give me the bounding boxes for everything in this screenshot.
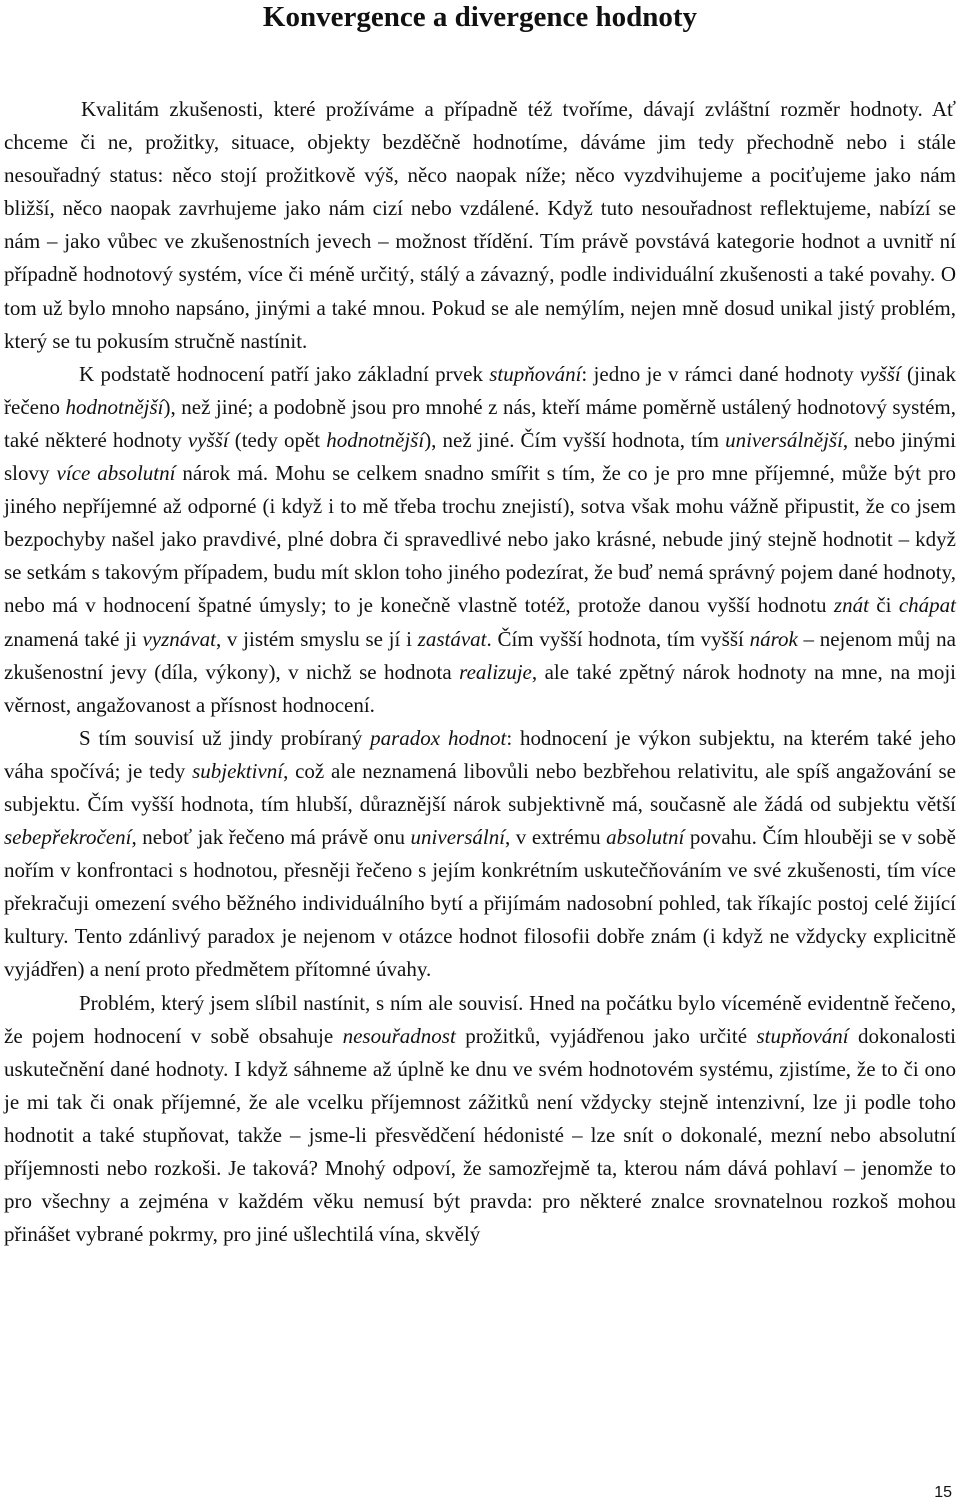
text-run: , v extrému: [505, 825, 607, 850]
text-run: či: [868, 593, 899, 618]
italic-phrase: paradox hodnot: [370, 725, 507, 750]
italic-phrase: universální: [410, 825, 506, 850]
italic-phrase: stupňování: [756, 1023, 849, 1048]
text-run: K podstatě hodnocení patří jako základní prvek: [79, 361, 490, 386]
text-run: : jedno je v rámci dané hodnoty: [581, 361, 860, 386]
italic-phrase: vyšší: [187, 427, 229, 452]
italic-phrase: absolutní: [606, 825, 685, 850]
italic-phrase: sebepřekročení: [4, 825, 132, 850]
text-run: znamená také ji: [4, 626, 143, 651]
page-title: Konvergence a divergence hodnoty: [262, 1, 698, 33]
text-run: prožitků, vyjádřenou jako určité: [455, 1023, 757, 1048]
text-run: , nebo jinými slovy: [4, 427, 956, 486]
text-run: , ale také zpětný nárok hodnoty na mne, na moji věrnost, angažovanost a přísnost hodnocení.: [4, 659, 956, 717]
italic-phrase: stupňování: [489, 361, 582, 386]
text-run: nárok má. Mohu se celkem snadno smířit s tím, že co je pro mne příjemné, může být pro jiného nepříjemné až odporné (i když i to mě třeba trochu znejistí), sotva však mohu vážně připustit, že co jsem bezpochyby našel jako pravdivé, plné dobra či spravedlivé nebo jako krásné, nebude jiný stejně hodnotit – když se setkám s takovým případem, budu mít sklon toho jiného podezírat, že buď nemá správný pojem dané hodnoty, nebo má v hodnocení špatné úmysly; to je konečně vlastně totéž, protože danou vyšší hodnotu: [4, 461, 956, 618]
text-run: , což ale neznamená libovůli nebo bezbřehou relativitu, ale spíš angažování se subjektu. Čím vyšší hodnota, tím hlubší, důraznější nárok subjektivně má, současně ale žádá od subjektu větší: [4, 758, 956, 816]
text-run: povahu. Čím hlouběji se v sobě nořím v konfrontaci s hodnotou, přesněji řečeno s jejím konkrétním uskutečňováním ve své zkušenosti, tím více překračuji omezení svého běžného individuálního bytí a přijímám nadosobní pohled, tak říkajíc postoj celé žijící kultury. Tento zdánlivý paradox je nejenom v otázce hodnot filosofii dobře znám (i když ne vždycky explicitně vyjádřen) a není proto předmětem přítomné úvahy.: [4, 825, 956, 982]
italic-phrase: hodnotnější: [65, 394, 164, 419]
italic-phrase: chápat: [898, 593, 957, 618]
text-run: Problém, který jsem slíbil nastínit, s ním ale souvisí. Hned na počátku bylo víceméně evidentně řečeno, že pojem hodnocení v sobě obsahuje: [4, 990, 956, 1048]
italic-phrase: zastávat: [417, 626, 487, 651]
italic-phrase: vyšší: [859, 361, 901, 386]
text-run: . Čím vyšší hodnota, tím vyšší: [486, 626, 750, 651]
text-run: ), než jiné; a podobně jsou pro mnohé z nás, kteří máme poměrně ustálený hodnotový systém, také některé hodnoty: [4, 394, 956, 452]
body-text: [4, 93, 956, 1251]
page-number: 15: [934, 1484, 952, 1501]
text-run: , v jistém smyslu se jí i: [215, 626, 418, 651]
italic-phrase: více absolutní: [56, 461, 176, 486]
italic-phrase: nárok: [749, 626, 798, 651]
italic-phrase: hodnotnější: [326, 427, 425, 452]
text-run: S tím souvisí už jindy probíraný: [79, 725, 371, 750]
text-run: (tedy opět: [228, 427, 327, 452]
italic-phrase: vyznávat: [142, 626, 216, 651]
text-run: ), než jiné. Čím vyšší hodnota, tím: [424, 427, 726, 452]
paragraph: [4, 93, 956, 358]
paragraph: [4, 722, 956, 987]
text-run: Kvalitám zkušenosti, které prožíváme a případně též tvoříme, dávají zvláštní rozměr hodnoty. Ať chceme či ne, prožitky, situace, objekty bezděčně hodnotíme, dáváme jim tedy přechodně nebo i stále nesouřadný status: něco stojí prožitkově výš, něco naopak níže; něco vyzdvihujeme a pociťujeme jako nám bližší, něco naopak zavrhujeme jako nám cizí nebo vzdálené. Když tuto nesouřadnost reflektujeme, nabízí se nám – jako vůbec ve zkušenostních jevech – možnost třídění. Tím právě povstává kategorie hodnot a uvnitř ní případně hodnotový systém, více či méně určitý, stálý a závazný, podle individuální zkušenosti a také povahy. O tom už bylo mnoho napsáno, jinými a také mnou. Pokud se ale nemýlím, nejen mně dosud unikal jistý problém, který se tu pokusím stručně nastínit.: [4, 97, 956, 353]
text-run: : hodnocení je výkon subjektu, na kterém také jeho váha spočívá; je tedy: [4, 725, 957, 783]
paragraph: [4, 987, 956, 1252]
italic-phrase: realizuje: [459, 659, 532, 684]
text-run: dokonalosti uskutečnění dané hodnoty. I když sáhneme až úplně ke dnu ve svém hodnotovém systému, zjistíme, že to či ono je mi tak či onak příjemné, že ale vcelku příjemnost zážitků není vždycky stejně intenzivní, lze ji podle toho hodnotit a také stupňovat, takže – jsme-li přesvědčení hédonisté – lze snít o dokonalé, mezní nebo absolutní příjemnosti nebo rozkoši. Je taková? Mnohý odpoví, že samozřejmě ta, kterou nám dává pohlaví – jenomže to pro všechny a zejména v každém věku nemusí být pravda: pro některé znalce srovnatelnou rozkoš mohou přinášet vybrané pokrmy, pro jiné ušlechtilá vína, skvělý: [4, 1023, 956, 1247]
text-run: , neboť jak řečeno má právě onu: [131, 825, 411, 850]
text-run: (jinak řečeno: [4, 361, 956, 419]
paragraph: [4, 358, 956, 722]
italic-phrase: universálnější: [725, 427, 843, 452]
italic-phrase: znát: [833, 593, 869, 618]
text-run: – nejenom můj na zkušenostní jevy (díla, výkony), v nichž se hodnota: [4, 626, 956, 684]
italic-phrase: subjektivní: [192, 758, 284, 783]
italic-phrase: nesouřadnost: [342, 1023, 456, 1048]
